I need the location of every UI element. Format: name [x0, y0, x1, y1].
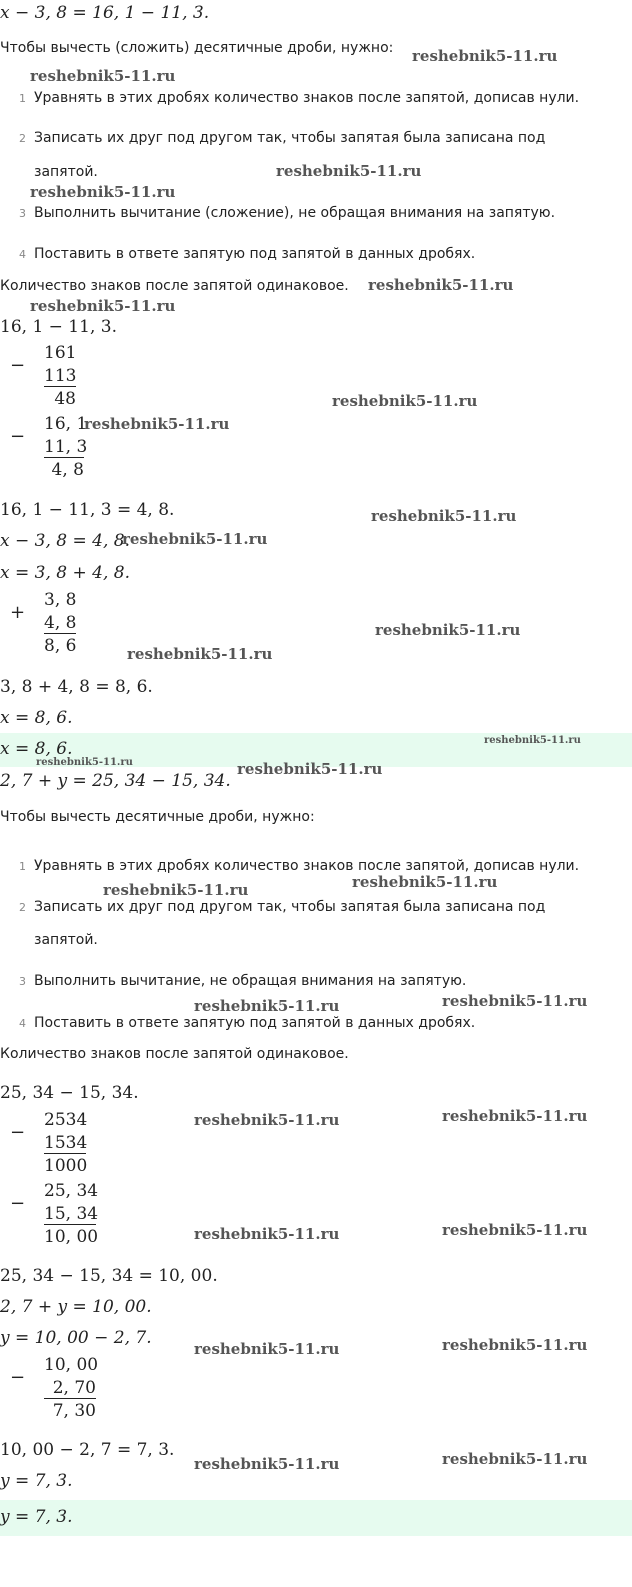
list-item: запятой. — [34, 932, 98, 948]
watermark: reshebnik5-11.ru — [127, 645, 273, 663]
result-equation: 25, 34 − 15, 34 = 10, 00. — [0, 1266, 218, 1286]
watermark: reshebnik5-11.ru — [442, 992, 588, 1010]
watermark: reshebnik5-11.ru — [30, 67, 176, 85]
minus-sign: − — [10, 1193, 26, 1214]
column-top: 3, 8 — [44, 590, 77, 610]
expression: 16, 1 − 11, 3. — [0, 317, 117, 337]
watermark: reshebnik5-11.ru — [194, 1340, 340, 1358]
column-result: 7, 30 — [52, 1401, 96, 1421]
expression: 25, 34 − 15, 34. — [0, 1083, 139, 1103]
watermark: reshebnik5-11.ru — [30, 183, 176, 201]
watermark: reshebnik5-11.ru — [194, 1225, 340, 1243]
equation: x = 3, 8 + 4, 8. — [0, 563, 130, 583]
minus-sign: − — [10, 355, 26, 376]
column-top: 16, 1 — [44, 414, 88, 434]
watermark: reshebnik5-11.ru — [194, 1111, 340, 1129]
watermark: reshebnik5-11.ru — [368, 276, 514, 294]
equation: 2, 7 + y = 25, 34 − 15, 34. — [0, 771, 231, 791]
watermark: reshebnik5-11.ru — [36, 757, 133, 768]
watermark: reshebnik5-11.ru — [84, 415, 230, 433]
watermark: reshebnik5-11.ru — [484, 735, 581, 746]
watermark: reshebnik5-11.ru — [194, 1455, 340, 1473]
list-item: 4 Поставить в ответе запятую под запятой в данных дробях. — [19, 246, 476, 262]
same-digits-note: Количество знаков после запятой одинаковое. — [0, 278, 349, 294]
equation: y = 10, 00 − 2, 7. — [0, 1328, 152, 1348]
equation: x − 3, 8 = 4, 8. — [0, 531, 130, 551]
column-top: 161 — [44, 343, 77, 363]
result-equation: 10, 00 − 2, 7 = 7, 3. — [0, 1440, 175, 1460]
equation: y = 7, 3. — [0, 1471, 73, 1491]
list-item: запятой. — [34, 164, 98, 180]
plus-sign: + — [10, 602, 26, 623]
minus-sign: − — [10, 1367, 26, 1388]
watermark: reshebnik5-11.ru — [375, 621, 521, 639]
watermark: reshebnik5-11.ru — [194, 997, 340, 1015]
watermark: reshebnik5-11.ru — [276, 162, 422, 180]
answer: x = 8, 6. — [0, 739, 73, 759]
column-bottom: 2, 70 — [44, 1378, 96, 1399]
equation: x = 8, 6. — [0, 708, 73, 728]
list-item: 2 Записать их друг под другом так, чтобы запятая была записана под — [19, 899, 546, 915]
watermark: reshebnik5-11.ru — [442, 1450, 588, 1468]
column-result: 1000 — [44, 1156, 88, 1176]
answer: y = 7, 3. — [0, 1507, 73, 1527]
watermark: reshebnik5-11.ru — [332, 392, 478, 410]
same-digits-note: Количество знаков после запятой одинаковое. — [0, 1046, 349, 1062]
column-top: 25, 34 — [44, 1181, 99, 1201]
watermark: reshebnik5-11.ru — [237, 760, 383, 778]
watermark: reshebnik5-11.ru — [30, 297, 176, 315]
list-item: 3 Выполнить вычитание (сложение), не обращая внимания на запятую. — [19, 205, 556, 221]
watermark: reshebnik5-11.ru — [352, 873, 498, 891]
list-item: 4 Поставить в ответе запятую под запятой в данных дробях. — [19, 1015, 476, 1031]
column-bottom: 15, 34 — [44, 1204, 99, 1224]
watermark: reshebnik5-11.ru — [442, 1336, 588, 1354]
minus-sign: − — [10, 426, 26, 447]
watermark: reshebnik5-11.ru — [103, 881, 249, 899]
column-result: 48 — [54, 389, 76, 409]
equation: 2, 7 + y = 10, 00. — [0, 1297, 152, 1317]
column-result: 10, 00 — [44, 1227, 99, 1247]
column-result: 4, 8 — [51, 460, 84, 480]
list-item: 1 Уравнять в этих дробях количество знаков после запятой, дописав нули. — [19, 858, 580, 874]
equation: x − 3, 8 = 16, 1 − 11, 3. — [0, 3, 210, 23]
column-top: 2534 — [44, 1110, 88, 1130]
column-bottom: 113 — [44, 366, 77, 386]
column-bottom: 1534 — [44, 1133, 88, 1153]
watermark: reshebnik5-11.ru — [442, 1221, 588, 1239]
list-item: 3 Выполнить вычитание, не обращая внимания на запятую. — [19, 973, 467, 989]
watermark: reshebnik5-11.ru — [412, 47, 558, 65]
rule-intro: Чтобы вычесть десятичные дроби, нужно: — [0, 809, 315, 825]
minus-sign: − — [10, 1122, 26, 1143]
list-item: 1 Уравнять в этих дробях количество знаков после запятой, дописав нули. — [19, 90, 580, 106]
column-bottom: 11, 3 — [44, 437, 88, 457]
answer-box — [0, 1500, 632, 1536]
watermark: reshebnik5-11.ru — [122, 530, 268, 548]
rule-intro: Чтобы вычесть (сложить) десятичные дроби, нужно: — [0, 40, 394, 56]
column-bottom: 4, 8 — [44, 613, 77, 633]
watermark: reshebnik5-11.ru — [371, 507, 517, 525]
list-item: 2 Записать их друг под другом так, чтобы запятая была записана под — [19, 130, 546, 146]
column-result: 8, 6 — [44, 636, 77, 656]
column-top: 10, 00 — [44, 1355, 99, 1375]
watermark: reshebnik5-11.ru — [442, 1107, 588, 1125]
result-equation: 16, 1 − 11, 3 = 4, 8. — [0, 500, 175, 520]
result-equation: 3, 8 + 4, 8 = 8, 6. — [0, 677, 153, 697]
